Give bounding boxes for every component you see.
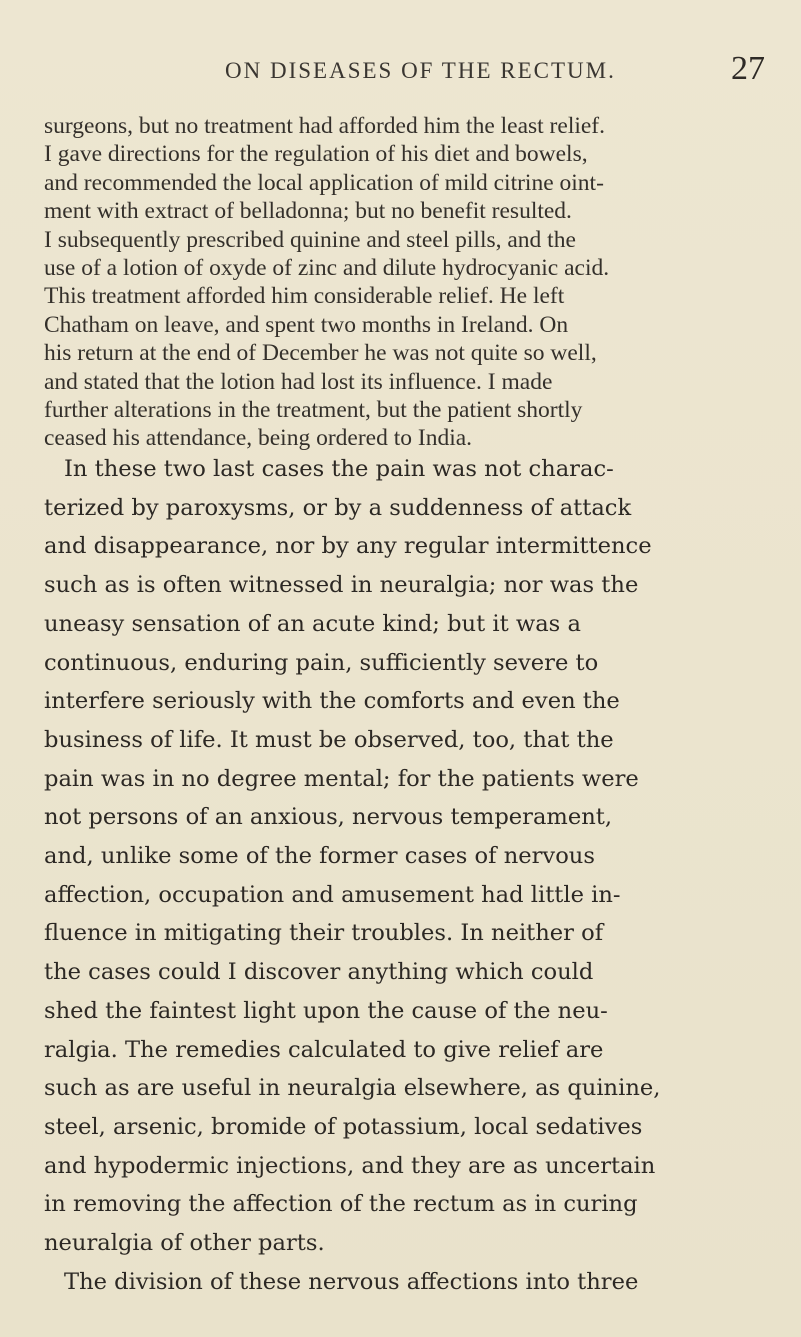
case-report-paragraph (44, 112, 774, 453)
text-line: This treatment afforded him considerable relief. He left (44, 283, 565, 310)
text-line: and disappearance, nor by any regular intermittence (44, 533, 652, 560)
text-line: and hypodermic injections, and they are as uncertain (44, 1152, 656, 1179)
text-line: such as is often witnessed in neuralgia; nor was the (44, 572, 639, 599)
text-line: surgeons, but no treatment had afforded him the least relief. (44, 113, 606, 139)
text-line: Chatham on leave, and spent two months in Ireland. On (44, 311, 569, 338)
text-line: and stated that the lotion had lost its influence. I made (44, 368, 553, 395)
running-title: ON DISEASES OF THE RECTUM. (225, 58, 616, 83)
text-line: further alterations in the treatment, but the patient shortly (44, 397, 583, 424)
text-line: not persons of an anxious, nervous temperament, (44, 804, 613, 831)
text-line: ment with extract of belladonna; but no benefit resulted. (44, 198, 572, 225)
text-line: and recommended the local application of mild citrine oint- (44, 169, 604, 196)
running-head (0, 50, 801, 90)
text-line: such as are useful in neuralgia elsewhere, as quinine, (44, 1075, 661, 1102)
text-line: steel, arsenic, bromide of potassium, local sedatives (44, 1113, 643, 1140)
text-line: interfere seriously with the comforts and even the (44, 688, 620, 715)
text-line: his return at the end of December he was not quite so well, (44, 340, 597, 367)
text-line: terized by paroxysms, or by a suddenness of attack (44, 494, 632, 521)
text-line: uneasy sensation of an acute kind; but it was a (44, 610, 581, 637)
text-line: ceased his attendance, being ordered to India. (44, 425, 473, 452)
text-line: continuous, enduring pain, sufficiently severe to (44, 649, 599, 676)
text-line: fluence in mitigating their troubles. In neither of (44, 920, 604, 947)
text-line: use of a lotion of oxyde of zinc and dilute hydrocyanic acid. (44, 255, 610, 282)
text-line: I subsequently prescribed quinine and steel pills, and the (44, 226, 576, 253)
text-line: neuralgia of other parts. (44, 1230, 325, 1257)
text-line: and, unlike some of the former cases of nervous (44, 843, 595, 870)
text-line: shed the faintest light upon the cause of the neu- (44, 997, 608, 1024)
text-line: business of life. It must be observed, too, that the (44, 726, 614, 753)
text-line: ralgia. The remedies calculated to give relief are (44, 1036, 604, 1063)
text-line: in removing the affection of the rectum as in curing (44, 1191, 638, 1218)
text-line: affection, occupation and amusement had little in- (44, 881, 621, 908)
text-line: In these two last cases the pain was not charac- (64, 456, 614, 482)
text-line: pain was in no degree mental; for the patients were (44, 765, 639, 792)
text-line: the cases could I discover anything which could (44, 959, 594, 986)
text-line: The division of these nervous affections into three (64, 1268, 639, 1295)
text-line: I gave directions for the regulation of his diet and bowels, (44, 141, 588, 168)
page-number: 27 (731, 50, 765, 87)
discussion-paragraph (44, 450, 784, 1301)
